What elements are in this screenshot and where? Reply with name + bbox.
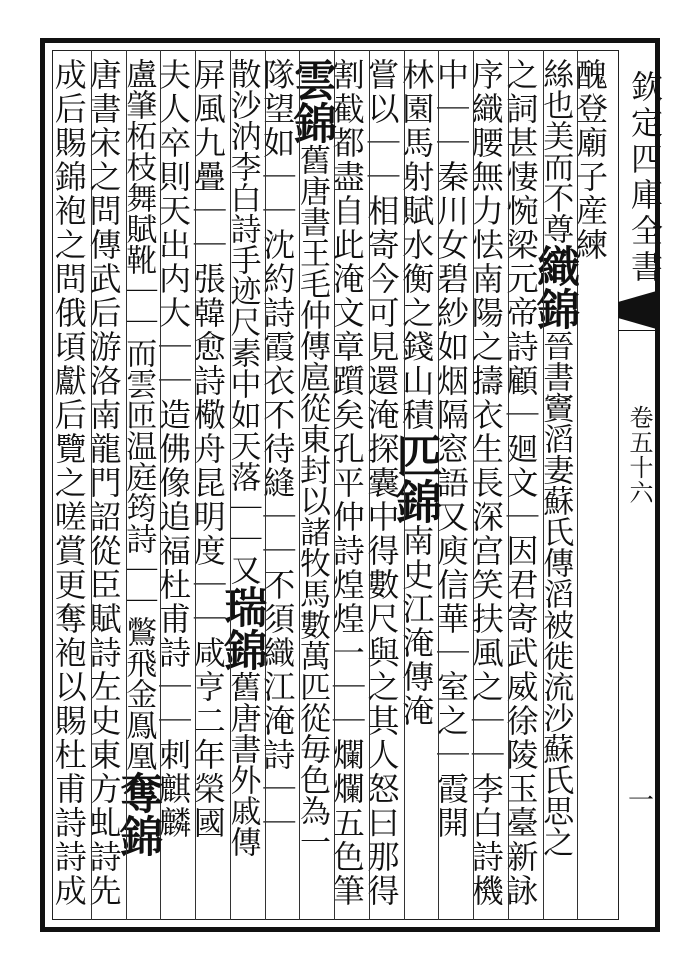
column-rule <box>195 50 196 920</box>
column-rule <box>91 50 92 920</box>
column-text: 嘗以｜｜相寄今可見還淹探囊中得數尺與之其人怒曰那得 <box>362 58 401 908</box>
text-column <box>188 58 228 840</box>
column-rule <box>126 50 127 920</box>
text-column <box>362 58 402 908</box>
page-number: 一 <box>628 786 655 816</box>
text-column <box>154 58 193 840</box>
column-text: 醜登廟子産練 <box>571 58 609 262</box>
column-rule <box>369 50 370 920</box>
text-column <box>84 58 124 908</box>
column-text: 屏風九疊｜｜張韓愈詩㯳舟昆明度｜｜咸亨二年榮國 <box>188 58 227 840</box>
entry-heading: 匹錦 <box>389 432 444 524</box>
column-rule <box>473 50 474 920</box>
text-column <box>113 58 164 857</box>
column-rule <box>265 50 266 920</box>
column-rule <box>334 50 335 920</box>
volume-label: 卷五十六 <box>625 405 653 505</box>
fish-tail-line <box>618 330 660 331</box>
column-text: 盧肇柘枝舞賦靴｜｜而雲匝温庭筠詩｜｜鷩飛金鳯凰 <box>120 58 157 771</box>
entry-heading: 瑞錦 <box>217 585 268 671</box>
column-rule <box>543 50 544 920</box>
entry-heading: 奪錦 <box>113 771 164 857</box>
column-rule <box>577 50 578 920</box>
text-column <box>217 58 268 857</box>
column-text: 林園馬射賦水衡之錢山積 <box>397 58 436 432</box>
book-title: 欽定四庫全書 <box>626 70 664 286</box>
text-column <box>432 58 471 840</box>
column-text: 隊望如｜｜沈約詩霞衣不待縫｜｜不須織江淹詩｜｜ <box>258 58 297 840</box>
column-text-continued: 舊唐書王毛仲傳扈從東封以諸牧馬數萬匹從毎色為一 <box>294 144 330 857</box>
entry-heading: 雲錦 <box>287 58 337 144</box>
text-column <box>501 58 541 908</box>
column-text-continued: 晉書竇滔妻蘇氏傳滔被徙流沙蘇氏思之 <box>537 330 574 857</box>
column-text: 散沙汭李白詩手迹尺素中如天落｜｜又 <box>224 58 261 585</box>
column-text: 唐書宋之問傳武后游洛南龍門詔從臣賦詩左史東方虬詩先 <box>84 58 123 908</box>
column-text-continued: 南史江淹傳淹 <box>397 524 436 728</box>
column-rule <box>404 50 405 920</box>
entry-heading: 織錦 <box>530 244 581 330</box>
column-text: 序織腰無力怯南陽之擣衣生長深宫笑扶風之｜｜李白詩機 <box>466 58 505 908</box>
column-rule <box>508 50 509 920</box>
column-text: 絲也美而不尊 <box>537 58 574 244</box>
text-column <box>287 58 337 857</box>
column-text: 成后賜錦袍之問俄頃獻后覽之嗟賞更奪袍以賜杜甫詩詩成 <box>49 58 88 908</box>
text-column <box>327 58 367 908</box>
text-column <box>258 58 298 840</box>
column-rule <box>230 50 231 920</box>
column-text: 中｜｜秦川女碧紗如烟隔窓語又庾信華｜室之｜霞開 <box>432 58 470 840</box>
column-rule <box>299 50 300 920</box>
text-column <box>466 58 506 908</box>
column-text: 夫人卒則天出内大｜｜造佛像追福杜甫詩｜｜刺麒麟 <box>154 58 192 840</box>
column-text-continued: 舊唐書外戚傳 <box>224 671 261 857</box>
text-column <box>49 58 89 908</box>
text-column <box>571 58 610 262</box>
text-column <box>530 58 581 857</box>
text-column <box>389 58 444 728</box>
column-text: 割截都盡自此淹文章躓矣孔平仲詩煌煌一｜｜爛爛五色筆 <box>327 58 366 908</box>
column-text: 之詞甚悽惋梁元帝詩顧｜廻文｜因君寄武威徐陵玉臺新詠 <box>501 58 540 908</box>
